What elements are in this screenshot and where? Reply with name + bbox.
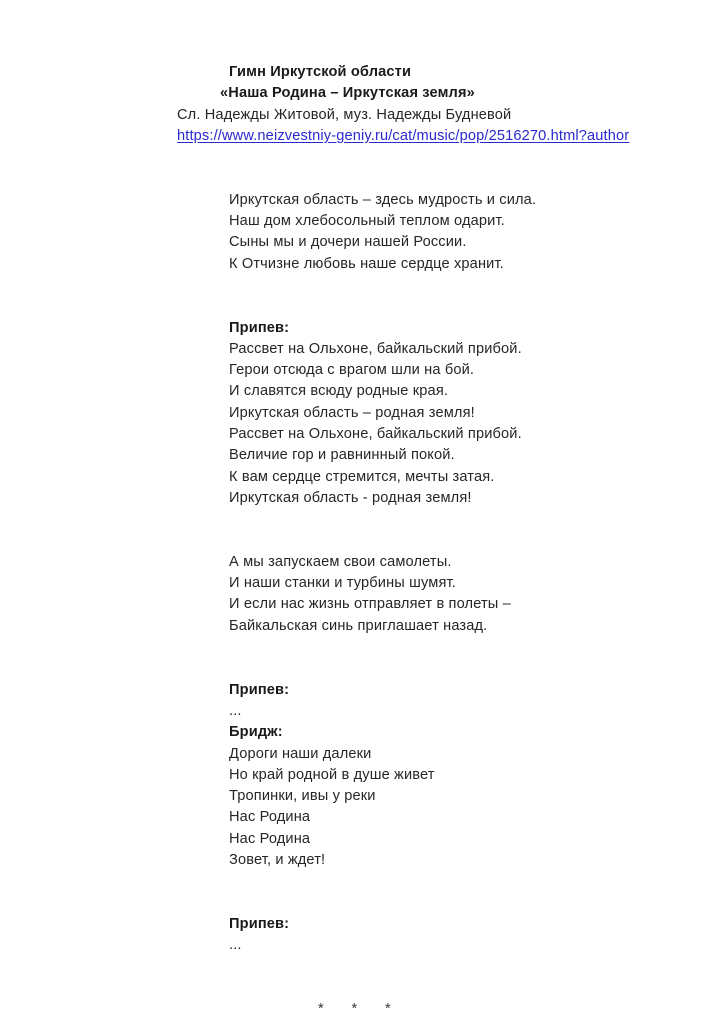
source-url-line [0, 126, 724, 147]
document-credits: Сл. Надежды Житовой, муз. Надежды Будневой [177, 106, 512, 123]
spacer [0, 893, 724, 914]
chorus-1-label: Припев: [229, 319, 290, 336]
verse-2-line: И если нас жизнь отправляет в полеты – [229, 596, 511, 613]
spacer [0, 637, 724, 658]
spacer [0, 168, 724, 189]
bridge-line: Нас Родина [229, 830, 311, 847]
chorus-3-repeat-marker: ... [229, 937, 242, 954]
verse-1-line: Сыны мы и дочери нашей России. [229, 234, 467, 251]
verse-1-line: Наш дом хлебосольный теплом одарит. [229, 213, 505, 230]
verse-1-line: К Отчизне любовь наше сердце хранит. [229, 255, 504, 272]
document-body [0, 62, 724, 1021]
chorus-1-line: К вам сердце стремится, мечты затая. [229, 468, 495, 485]
chorus-1-line: Рассвет на Ольхоне, байкальский прибой. [229, 426, 522, 443]
bridge-line: Дороги наши далеки [229, 745, 372, 762]
spacer [0, 658, 724, 679]
chorus-1-line: Герои отсюда с врагом шли на бой. [229, 362, 475, 379]
chorus-2-repeat-marker: ... [229, 702, 242, 719]
bridge-line: Нас Родина [229, 809, 311, 826]
source-url-link[interactable]: https://www.neizvestniy-geniy.ru/cat/music/pop/2516270.html?author [177, 127, 630, 144]
chorus-1-line: Иркутская область - родная земля! [229, 489, 472, 506]
spacer [0, 296, 724, 317]
spacer [0, 509, 724, 530]
bridge-label: Бридж: [229, 724, 283, 741]
document-title-line-2: «Наша Родина – Иркутская земля» [220, 85, 475, 102]
verse-2-line: Байкальская синь приглашает назад. [229, 617, 488, 634]
chorus-1-line: Рассвет на Ольхоне, байкальский прибой. [229, 340, 522, 357]
spacer [0, 871, 724, 892]
chorus-2-label: Припев: [229, 681, 290, 698]
spacer [0, 956, 724, 999]
chorus-1-line: Величие гор и равнинный покой. [229, 447, 455, 464]
verse-2-line: А мы запускаем свои самолеты. [229, 553, 452, 570]
verse-1-line: Иркутская область – здесь мудрость и сила. [229, 191, 537, 208]
bridge-line: Тропинки, ивы у реки [229, 788, 376, 805]
bridge-line: Зовет, и ждет! [229, 851, 326, 868]
chorus-1-line: Иркутская область – родная земля! [229, 404, 475, 421]
spacer [0, 531, 724, 552]
chorus-3-label: Припев: [229, 915, 290, 932]
verse-2-line: И наши станки и турбины шумят. [229, 575, 456, 592]
spacer [0, 275, 724, 296]
spacer [0, 147, 724, 168]
document-title-line-1: Гимн Иркутской области [229, 64, 412, 80]
end-separator: * * * [318, 1001, 398, 1018]
chorus-1-line: И славятся всюду родные края. [229, 383, 449, 400]
bridge-line: Но край родной в душе живет [229, 766, 435, 783]
